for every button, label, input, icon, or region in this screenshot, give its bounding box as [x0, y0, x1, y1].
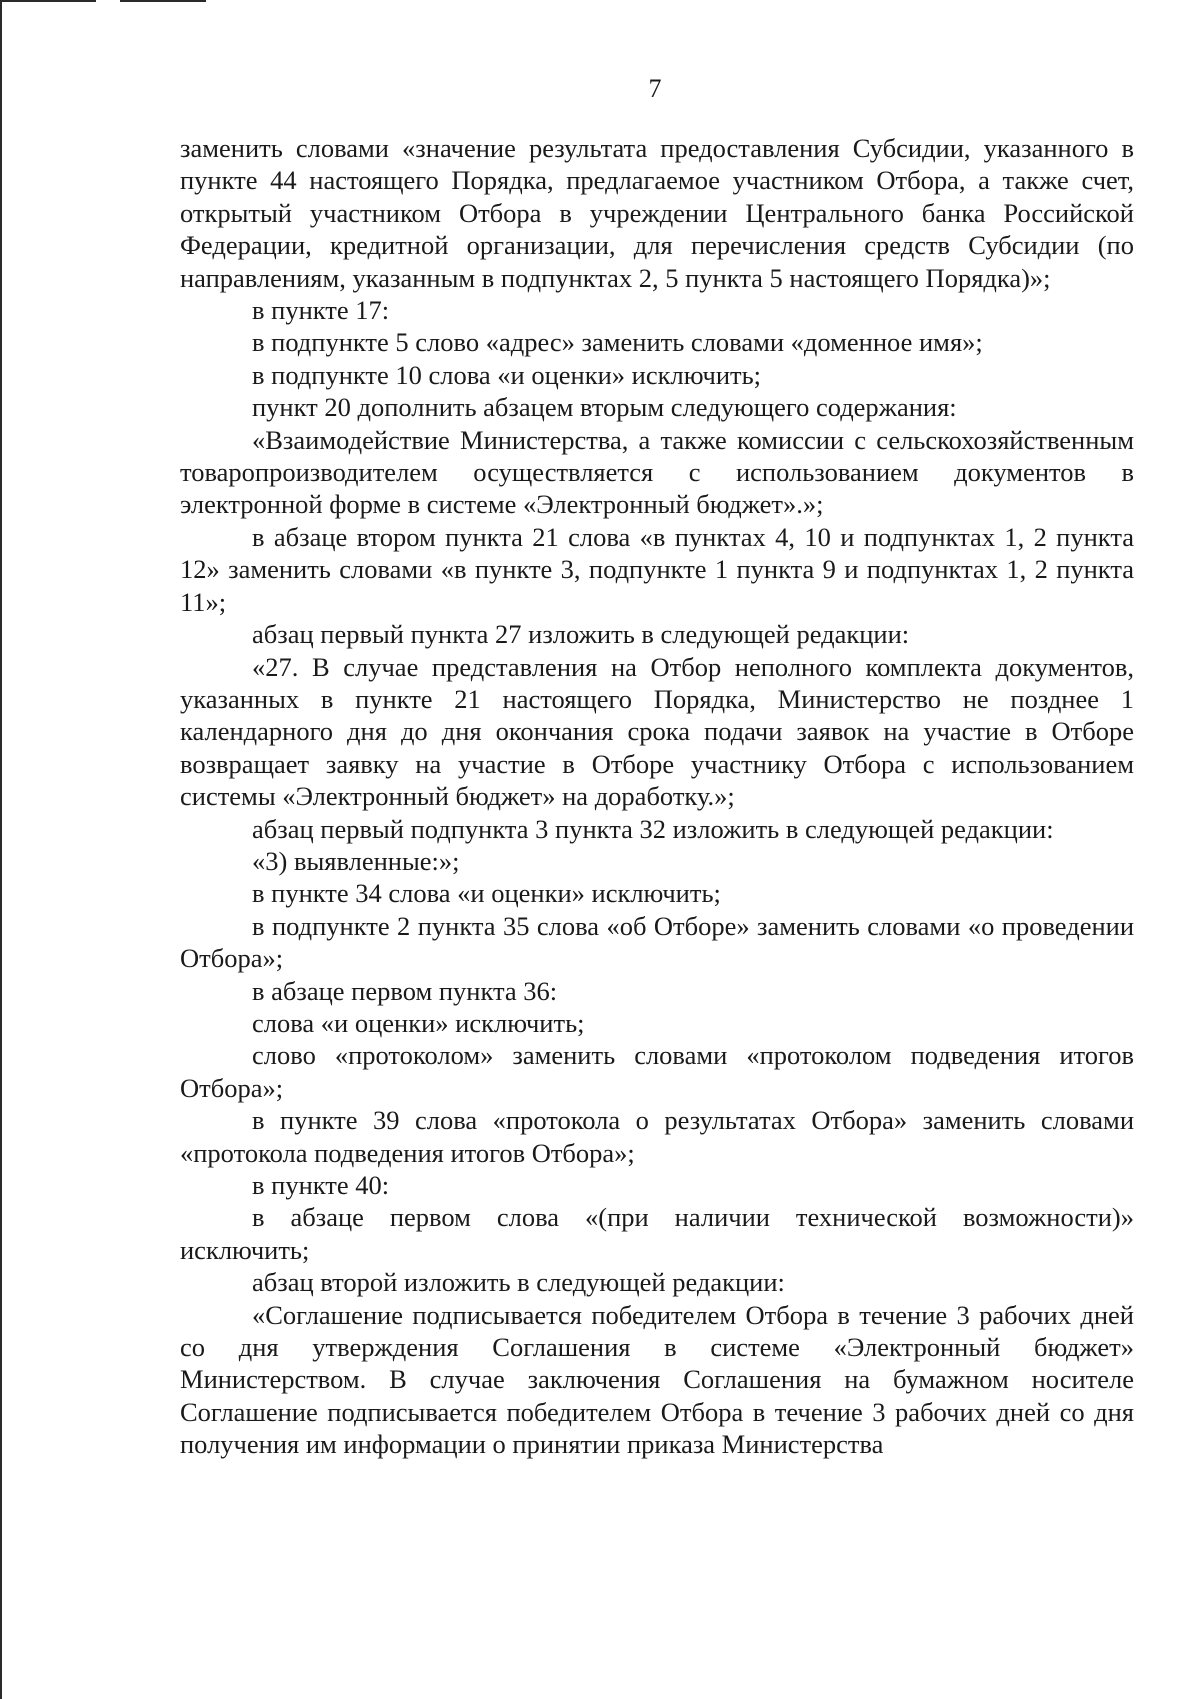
paragraph: в подпункте 5 слово «адрес» заменить словами «доменное имя»; — [252, 327, 983, 358]
paragraph: «27. В случае представления на Отбор неполного комплекта документов, указанных в пункте 21 настоящего Порядка, Министерство не позднее 1 календарного дня до дня окончания срока подачи заявок на участие в Отборе возвращает заявку на участие в Отборе участнику Отбора с использованием системы «Электронный бюджет» на доработку.»; — [180, 651, 1134, 812]
paragraph: в абзаце втором пункта 21 слова «в пунктах 4, 10 и подпунктах 1, 2 пункта 12» заменить словами «в пункте 3, подпункте 1 пункта 9 и подпунктах 1, 2 пункта 11»; — [180, 521, 1134, 617]
paragraph: слова «и оценки» исключить; — [252, 1007, 585, 1038]
paragraph: в пункте 40: — [252, 1170, 390, 1200]
paragraph: пункт 20 дополнить абзацем вторым следующего содержания: — [252, 392, 957, 423]
scan-edge-top — [0, 0, 96, 2]
paragraph: в абзаце первом слова «(при наличии технической возможности)» исключить; — [180, 1202, 1134, 1265]
page-number: 7 — [648, 74, 662, 103]
paragraph: в подпункте 2 пункта 35 слова «об Отборе» заменить словами «о проведении Отбора»; — [180, 910, 1134, 974]
paragraph: в пункте 39 слова «протокола о результатах Отбора» заменить словами «протокола подведения итогов Отбора»; — [180, 1105, 1134, 1168]
paragraph: в подпункте 10 слова «и оценки» исключить; — [252, 359, 762, 390]
scan-edge-top — [120, 0, 206, 2]
paragraph: «Соглашение подписывается победителем Отбора в течение 3 рабочих дней со дня утверждения Соглашения в системе «Электронный бюджет» Министерством. В случае заключения Соглашения на бумажном носителе Соглашение подписывается победителем Отбора в течение 3 рабочих дней со дня получения им информации о принятии приказа Министерства — [180, 1299, 1134, 1460]
paragraph: слово «протоколом» заменить словами «протоколом подведения итогов Отбора»; — [180, 1040, 1134, 1103]
paragraph: абзац второй изложить в следующей редакции: — [252, 1267, 785, 1298]
paragraph: в пункте 34 слова «и оценки» исключить; — [252, 878, 721, 909]
paragraph: в абзаце первом пункта 36: — [252, 975, 558, 1006]
paragraph: в пункте 17: — [252, 295, 390, 326]
document-body — [180, 132, 1134, 1461]
paragraph: абзац первый подпункта 3 пункта 32 изложить в следующей редакции: — [252, 813, 1054, 844]
paragraph: «3) выявленные:»; — [252, 845, 460, 876]
paragraph: абзац первый пункта 27 изложить в следующей редакции: — [252, 619, 910, 650]
paragraph: заменить словами «значение результата предоставления Субсидии, указанного в пункте 44 настоящего Порядка, предлагаемое участником Отбора, а также счет, открытый участником Отбора в учреждении Центрального банка Российской Федерации, кредитной организации, для перечисления средств Субсидии (по направлениям, указанным в подпунктах 2, 5 пункта 5 настоящего Порядка)»; — [180, 133, 1134, 293]
scan-edge-left — [0, 0, 2, 1699]
paragraph: «Взаимодействие Министерства, а также комиссии с сельскохозяйственным товаропроизводителем осуществляется с использованием документов в электронной форме в системе «Электронный бюджет».»; — [180, 424, 1134, 520]
